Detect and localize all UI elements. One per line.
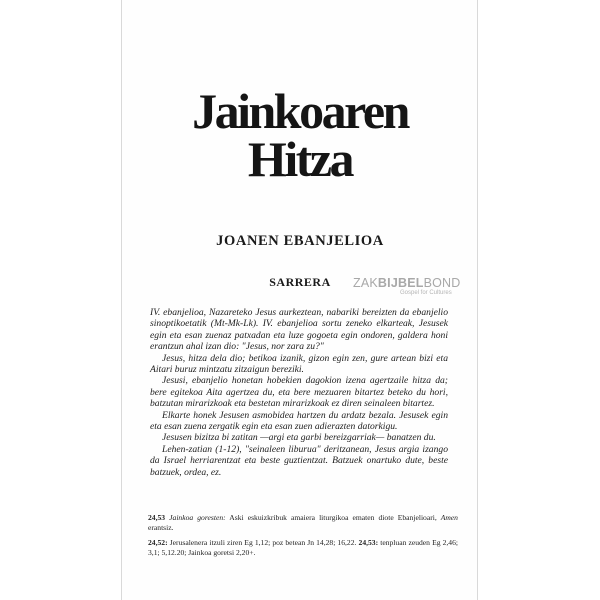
footnote-text: erantsiz.: [148, 523, 174, 532]
watermark-prefix: ZAK: [353, 276, 378, 290]
title-line-2: Hitza: [247, 131, 353, 187]
watermark-suffix: BOND: [423, 276, 461, 290]
section-title: SARRERA: [269, 275, 331, 289]
intro-paragraph: Elkarte honek Jesusen asmobidea hartzen du ardatz bezala. Jesusek egin eta esan zuena zergatik egin eta esan zuen adierazten datorkigu.: [150, 409, 448, 433]
watermark-main: BIJBEL: [377, 276, 424, 290]
footnote-emph: Amen: [436, 513, 458, 522]
footnote-text: tenpluan zeuden Eg 2,46; 3,1; 5,12.20; Jainkoa goretsi 2,20+.: [148, 538, 458, 557]
title-line-1: Jainkoaren: [192, 83, 408, 139]
intro-paragraph: Jesusi, ebanjelio honetan hobekien dagokion izena agertzaile hitza da; bere egitekoa Aita agertzea du, eta bere mezuaren bitartez beteko du hori, batzutan mirarizkoak eta bestetan mirarizkoak ez diren seinaleen bitartez.: [150, 375, 448, 410]
intro-paragraph: Jesus, hitza dela dio; betikoa izanik, gizon egin zen, gure artean bizi eta Aitari buruz mintzatu zitzaigun bereziki.: [150, 352, 448, 376]
footnote-ref: 24,53: [148, 513, 166, 522]
watermark-logo: [353, 276, 461, 290]
footnote-emph: Jainkoa goresten:: [169, 513, 226, 522]
footnote-2: [148, 538, 458, 558]
footnote-text: Aski eskuizkribuk amaiera liturgikoa ematen diote Ebanjelioari,: [225, 513, 437, 522]
intro-paragraph: Lehen-zatian (1-12), "seinaleen liburua" deritzanean, Jesus argia izango da Israel herriarentzat eta beste guztientzat. Batzuek onartuko dute, beste batzuek, ordea, ez.: [150, 443, 448, 478]
footnote-ref: 24,52:: [148, 538, 168, 547]
footnote-ref: 24,53:: [358, 538, 379, 547]
intro-text: [150, 307, 448, 478]
book-title: JOANEN EBANJELIOA: [216, 233, 384, 249]
footnote-1: [148, 513, 458, 533]
intro-paragraph: Jesusen bizitza bi zatitan —argi eta garbi bereizgarriak— banatzen du.: [162, 432, 436, 444]
footnote-text: Jerusalenera itzuli ziren Eg 1,12; poz betean Jn 14,28; 16,22.: [167, 538, 357, 547]
watermark-tagline: Gospel for Cultures: [400, 290, 452, 296]
intro-paragraph: IV. ebanjelioa, Nazareteko Jesus aurkeztean, nabariki bereizten da ebanjelio sinoptikoetatik (Mt-Mk-Lk). IV. ebanjelioa sortu zeneko elkarteak, Jesusek egin eta esan zuenaz patxadan eta luze gogoeta egin ondoren, galdera honi erantzun ahal izan dio: "Jesus, nor zara zu?": [150, 307, 448, 353]
